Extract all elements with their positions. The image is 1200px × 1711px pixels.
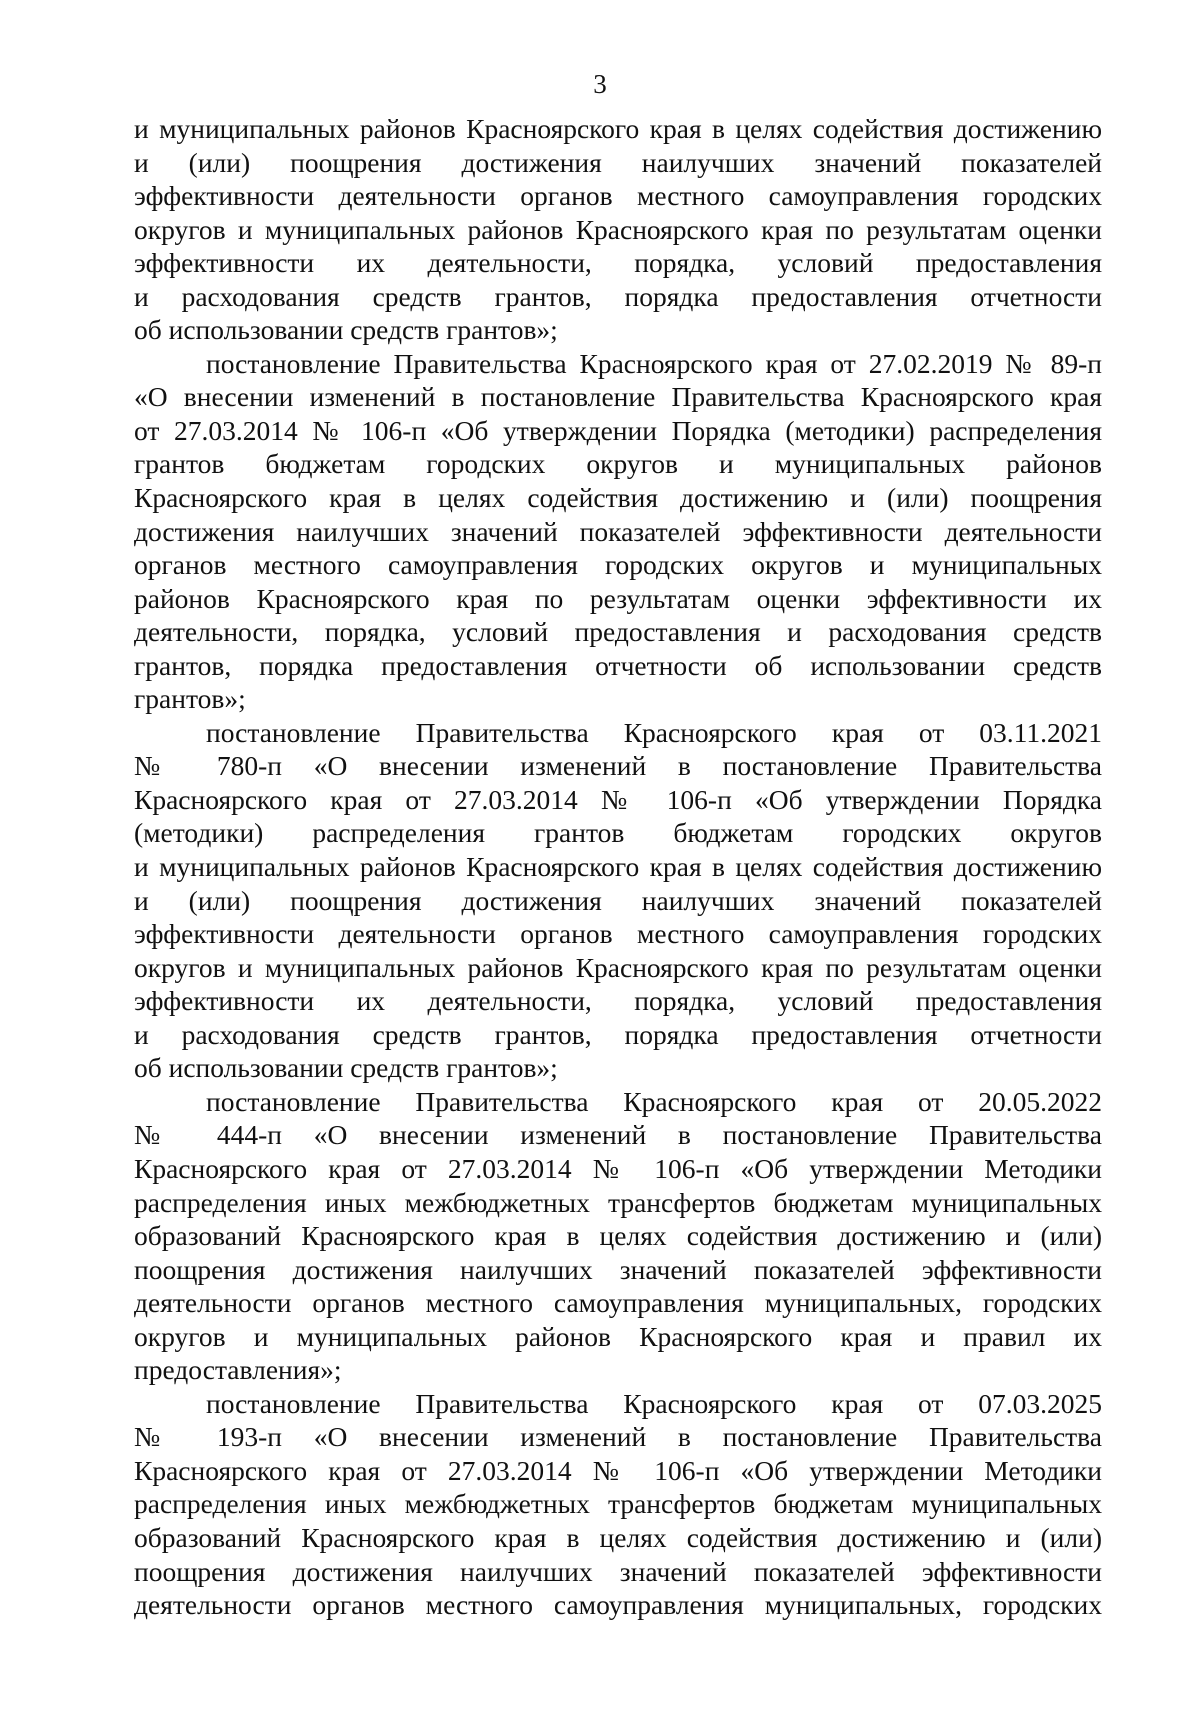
- text-line: образований Красноярского края в целях содействия достижению и (или): [134, 1521, 1102, 1553]
- text-line: эффективности их деятельности, порядка, условий предоставления: [134, 247, 1102, 279]
- text-line: от 27.03.2014 № 106-п «Об утверждении Порядка (методики) распределения: [134, 414, 1102, 446]
- text-line: округов и муниципальных районов Красноярского края по результатам оценки: [134, 213, 1102, 245]
- text-line: распределения иных межбюджетных трансфертов бюджетам муниципальных: [134, 1186, 1102, 1218]
- text-line: поощрения достижения наилучших значений показателей эффективности: [134, 1253, 1102, 1285]
- text-line: постановление Правительства Красноярского края от 07.03.2025: [206, 1387, 1102, 1419]
- text-line: районов Красноярского края по результатам оценки эффективности их: [134, 582, 1102, 614]
- text-line: Красноярского края от 27.03.2014 № 106-п «Об утверждении Методики: [134, 1454, 1102, 1486]
- text-line: предоставления»;: [134, 1354, 342, 1386]
- text-line: деятельности органов местного самоуправления муниципальных, городских: [134, 1287, 1102, 1319]
- text-line: Красноярского края от 27.03.2014 № 106-п «Об утверждении Методики: [134, 1152, 1102, 1184]
- text-line: эффективности деятельности органов местного самоуправления городских: [134, 180, 1102, 212]
- text-line: постановление Правительства Красноярского края от 03.11.2021: [206, 716, 1102, 748]
- text-line: и муниципальных районов Красноярского края в целях содействия достижению: [134, 113, 1102, 144]
- text-line: грантов бюджетам городских округов и муниципальных районов: [134, 448, 1102, 480]
- text-line: округов и муниципальных районов Красноярского края по результатам оценки: [134, 951, 1102, 983]
- text-line: грантов»;: [134, 683, 246, 715]
- text-line: и расходования средств грантов, порядка предоставления отчетности: [134, 1018, 1102, 1050]
- text-line: округов и муниципальных районов Красноярского края и правил их: [134, 1320, 1102, 1352]
- text-line: № 444-п «О внесении изменений в постановление Правительства: [134, 1119, 1102, 1151]
- text-line: деятельности, порядка, условий предоставления и расходования средств: [134, 616, 1102, 648]
- text-line: (методики) распределения грантов бюджетам городских округов: [134, 817, 1102, 849]
- text-line: образований Красноярского края в целях содействия достижению и (или): [134, 1220, 1102, 1252]
- text-line: достижения наилучших значений показателей эффективности деятельности: [134, 515, 1102, 547]
- document-body: [134, 112, 1102, 1622]
- text-line: Красноярского края в целях содействия достижению и (или) поощрения: [134, 482, 1102, 514]
- text-line: Красноярского края от 27.03.2014 № 106-п «Об утверждении Порядка: [134, 783, 1102, 815]
- text-line: и расходования средств грантов, порядка предоставления отчетности: [134, 280, 1102, 312]
- text-line: эффективности их деятельности, порядка, условий предоставления: [134, 985, 1102, 1017]
- page-number: 3: [593, 69, 607, 99]
- text-line: и (или) поощрения достижения наилучших значений показателей: [134, 884, 1102, 916]
- text-line: органов местного самоуправления городских округов и муниципальных: [134, 549, 1102, 581]
- text-line: и (или) поощрения достижения наилучших значений показателей: [134, 146, 1102, 178]
- text-line: № 193-п «О внесении изменений в постановление Правительства: [134, 1421, 1102, 1453]
- text-line: об использовании средств грантов»;: [134, 314, 558, 346]
- text-line: эффективности деятельности органов местного самоуправления городских: [134, 918, 1102, 950]
- text-line: и муниципальных районов Красноярского края в целях содействия достижению: [134, 851, 1102, 883]
- text-line: деятельности органов местного самоуправления муниципальных, городских: [134, 1589, 1102, 1621]
- text-line: № 780-п «О внесении изменений в постановление Правительства: [134, 750, 1102, 782]
- text-line: поощрения достижения наилучших значений показателей эффективности: [134, 1555, 1102, 1587]
- text-line: грантов, порядка предоставления отчетности об использовании средств: [134, 649, 1102, 681]
- text-line: «О внесении изменений в постановление Правительства Красноярского края: [134, 381, 1102, 413]
- text-line: постановление Правительства Красноярского края от 20.05.2022: [206, 1085, 1102, 1117]
- text-line: распределения иных межбюджетных трансфертов бюджетам муниципальных: [134, 1488, 1102, 1520]
- text-line: об использовании средств грантов»;: [134, 1052, 558, 1084]
- text-line: постановление Правительства Красноярского края от 27.02.2019 № 89-п: [206, 347, 1102, 379]
